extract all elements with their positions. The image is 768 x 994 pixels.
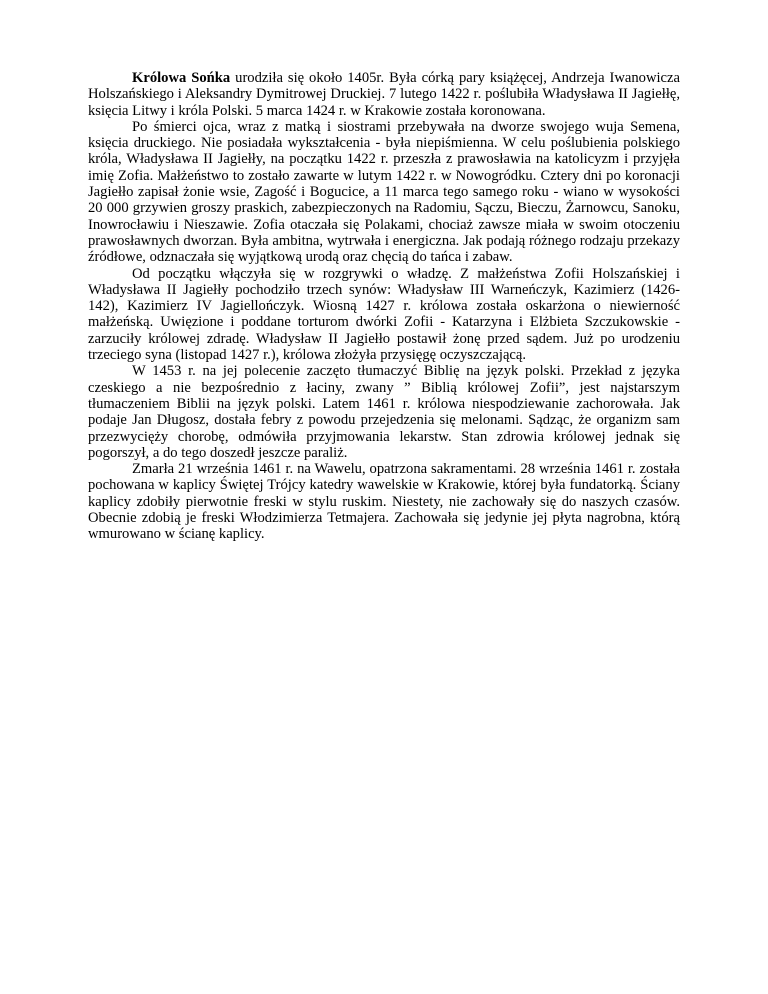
paragraph-text: urodziła się około 1405r. Była córką pary książęcej, Andrzeja Iwanowicza Holszańskiego i Aleksandry Dymitrowej Druckiej. 7 lutego 1422 r. poślubiła Władysława II Jagiełłę, księcia Litwy i króla Polski. 5 marca 1424 r. w Krakowie została koronowana.	[88, 70, 680, 119]
paragraph-4	[88, 363, 680, 461]
paragraph-2	[88, 119, 680, 266]
paragraph-text: Po śmierci ojca, wraz z matką i siostrami przebywała na dworze swojego wuja Semena, księcia druckiego. Nie posiadała wykształcenia - była niepiśmienna. W celu poślubienia polskiego króla, Władysława II Jagiełły, na początku 1422 r. przeszła z prawosławia na katolicyzm i przyjęła imię Zofia. Małżeństwo to zostało zawarte w lutym 1422 r. w Nowogródku. Cztery dni po koronacji Jagiełło zapisał żonie wsie, Zagość i Bogucice, a 11 marca tego samego roku - wiano w wysokości 20 000 grzywien groszy praskich, zabezpieczonych na Radomiu, Sączu, Bieczu, Żarnowcu, Sanoku, Inowrocławiu i Nieszawie. Zofia otaczała się Polakami, chociaż zawsze miała w swoim otoczeniu prawosławnych dworzan. Była ambitna, wytrwała i energiczna. Jak podają różnego rodzaju przekazy źródłowe, odznaczała się wyjątkową urodą oraz chęcią do tańca i zabaw.	[88, 118, 680, 266]
paragraph-3	[88, 266, 680, 364]
paragraph-lead-title: Królowa Sońka	[132, 70, 231, 86]
paragraph-text: W 1453 r. na jej polecenie zaczęto tłumaczyć Biblię na język polski. Przekład z języka czeskiego a nie bezpośrednio z łaciny, zwany ” Biblią królowej Zofii”, jest najstarszym tłumaczeniem Biblii na język polski. Latem 1461 r. królowa niespodziewanie zachorowała. Jak podaje Jan Długosz, dostała febry z powodu przejedzenia się melonami. Sądząc, że organizm sam przezwycięży chorobę, odmówiła przyjmowania lekarstw. Stan zdrowia królowej jednak się pogorszył, a do tego doszedł jeszcze paraliż.	[88, 363, 680, 461]
paragraph-text: Od początku włączyła się w rozgrywki o władzę. Z małżeństwa Zofii Holszańskiej i Władysława II Jagiełły pochodziło trzech synów: Władysław III Warneńczyk, Kazimierz (1426-142), Kazimierz IV Jagiellończyk. Wiosną 1427 r. królowa została oskarżona o niewierność małżeńską. Uwięzione i poddane torturom dwórki Zofii - Katarzyna i Elżbieta Szczukowskie - zarzuciły królowej zdradę. Władysław II Jagiełło postawił żonę przed sądem. Już po urodzeniu trzeciego syna (listopad 1427 r.), królowa złożyła przysięgę oczyszczającą.	[88, 265, 680, 364]
paragraph-text: Zmarła 21 września 1461 r. na Wawelu, opatrzona sakramentami. 28 września 1461 r. została pochowana w kaplicy Świętej Trójcy katedry wawelskie w Krakowie, której była fundatorką. Ściany kaplicy zdobiły pierwotnie freski w stylu ruskim. Niestety, nie zachowały się do naszych czasów. Obecnie zdobią je freski Włodzimierza Tetmajera. Zachowała się jedynie jej płyta nagrobna, którą wmurowano w ścianę kaplicy.	[88, 461, 680, 543]
paragraph-1	[88, 70, 680, 119]
paragraph-5	[88, 461, 680, 542]
document-body	[88, 70, 680, 543]
